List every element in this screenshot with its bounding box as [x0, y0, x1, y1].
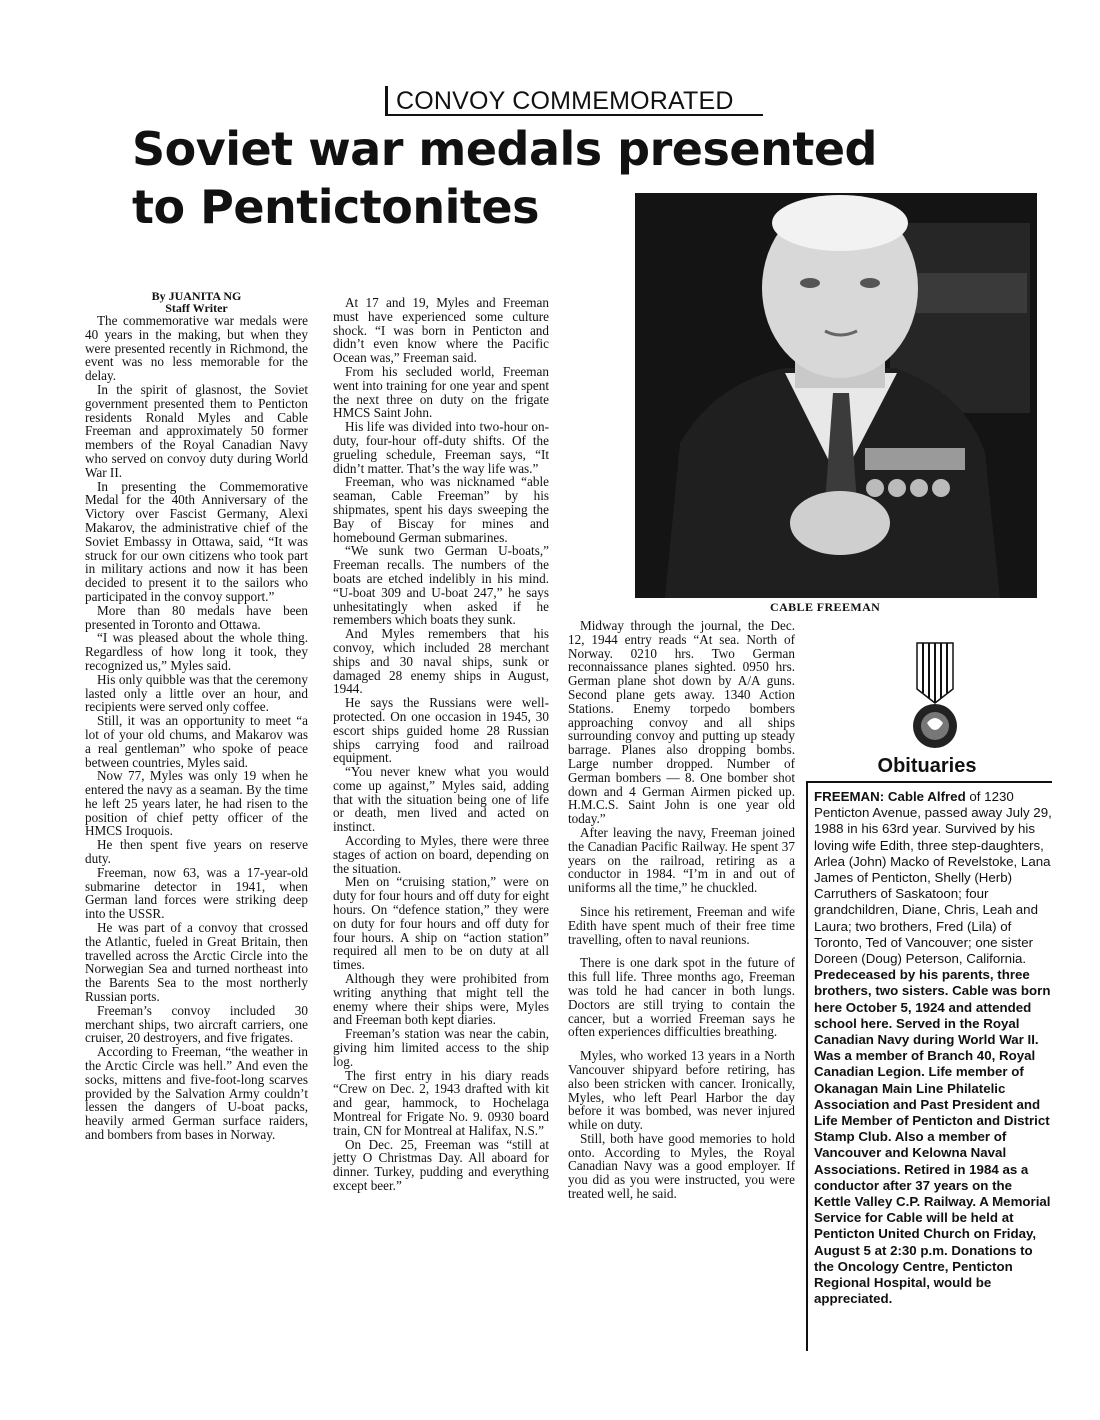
paragraph: Freeman’s station was near the cabin, giving him limited access to the ship log. — [333, 1026, 549, 1069]
article-column-1 — [85, 289, 308, 1326]
paragraph: He was part of a convoy that crossed the Atlantic, fueled in Great Britain, then travelled across the Arctic Circle into the Norwegian Sea and turned northeast into the Barents Sea to the most northerly Russian ports. — [85, 920, 308, 1005]
paragraph: More than 80 medals have been presented in Toronto and Ottawa. — [85, 602, 308, 632]
article-column-2 — [333, 296, 549, 1330]
byline-author: By JUANITA NG — [151, 289, 242, 303]
photo-caption: CABLE FREEMAN — [770, 600, 881, 614]
obituary-biography-text: Predeceased by his parents, three brothers, two sisters. Cable was born here October 5, 1924 and attended school here. Served in the Royal Canadian Navy during World War II. Was a member of Branch 40, Royal Canadian Legion. Life member of Okanagan Main Line Philatelic Association and Past President and Life Member of Penticton and District Stamp Club. Also a member of Vancouver and Kelowna Naval Associations. Retired in 1984 as a conductor after 37 years on the Kettle Valley C.P. Railway. A Memorial Service for Cable will be held at Penticton United Church on Friday, August 5 at 2:30 p.m. Donations to the Oncology Centre, Penticton Regional Hospital, would be appreciated. — [814, 967, 1051, 1307]
section-kicker: CONVOY COMMEMORATED — [385, 86, 763, 116]
paragraph: Still, it was an opportunity to meet “a lot of your old chums, and Makarov was a real gentleman” who spoke of peace between countries, Myles said. — [85, 713, 308, 770]
paragraph: According to Myles, there were three stages of action on board, depending on the situation. — [333, 833, 549, 876]
paragraph: In presenting the Commemorative Medal for the 40th Anniversary of the Victory over Fascist Germany, Alexi Makarov, the administrative chief of the Soviet Embassy in Ottawa, said, “It was struck for our own citizens who took part in military actions and now it has been decided to present it to the sailors who participated in the convoy support.” — [85, 478, 308, 604]
headline-line-2: to Pentictonites — [132, 180, 539, 234]
paragraph: He says the Russians were well-protected. On one occasion in 1945, 30 escort ships guided home 28 Russian ships carrying food and railroad equipment. — [333, 695, 549, 766]
paragraph: “You never knew what you would come up against,” Myles said, adding that with the situation being one of life or death, men lived and acted on instinct. — [333, 764, 549, 835]
byline — [85, 290, 308, 314]
paragraph: Myles, who worked 13 years in a North Vancouver shipyard before retiring, has also been stricken with cancer. Ironically, Myles, who left Pearl Harbor the day before it was bombed, was never injured while on duty. — [568, 1048, 795, 1133]
obituary-text — [814, 789, 1052, 1308]
paragraph: Freeman, now 63, was a 17-year-old submarine detector in 1941, when German land forces were striking deep into the USSR. — [85, 864, 308, 922]
paragraph: Men on “cruising station,” were on duty for four hours and off duty for eight hours. On “defence station,” they were on duty for four hours and off duty for four hours. A ship on “action station” required all men to be on duty at all times. — [333, 874, 549, 973]
paragraph: Freeman, who was nicknamed “able seaman, Cable Freeman” by his shipmates, spent his days sweeping the Bay of Biscay for mines and homebound German submarines. — [333, 474, 549, 545]
paragraph: There is one dark spot in the future of this full life. Three months ago, Freeman was told he had cancer in both lungs. Doctors are still trying to contain the cancer, but a worried Freeman says he often experiences difficulties breathing. — [568, 955, 795, 1040]
paragraph: His only quibble was that the ceremony lasted only a little over an hour, and recipients were served only coffee. — [85, 671, 308, 715]
paragraph: From his secluded world, Freeman went into training for one year and spent the next three on duty on the frigate HMCS Saint John. — [333, 363, 549, 421]
byline-role: Staff Writer — [165, 301, 228, 315]
paragraph: Midway through the journal, the Dec. 12, 1944 entry reads “At sea. North of Norway. 0210 hrs. Two German reconnaissance planes sighted. 0950 hrs. German plane shot down by A/A guns. Second plane gets away. 1340 Action Stations. Enemy torpedo bombers approaching convoy and all ships surrounding convoy and putting up steady barrage. Planes also dropping bombs. Large number dropped. Number of German bombers — 8. One bomber shot down and 4 German Airmen picked up. H.M.C.S. Saint John is one year old today.” — [568, 618, 795, 827]
article-column-3 — [568, 619, 795, 1329]
paragraph: And Myles remembers that his convoy, which included 28 merchant ships and 30 naval ships, sunk or damaged 28 enemy ships in August, 1944. — [333, 626, 549, 697]
paragraph: Since his retirement, Freeman and wife Edith have spent much of their free time travelling, often to naval reunions. — [568, 903, 795, 947]
paragraph: The commemorative war medals were 40 years in the making, but when they were presented recently in Richmond, the event was no less memorable for the delay. — [85, 313, 308, 384]
medal-icon — [905, 641, 965, 751]
obituary-notice — [806, 781, 1052, 1351]
paragraph: Now 77, Myles was only 19 when he entered the navy as a seaman. By the time he left 25 years later, he had risen to the position of chief petty officer of the HMCS Iroquois. — [85, 768, 308, 839]
paragraph: He then spent five years on reserve duty. — [85, 837, 308, 867]
obituaries-heading: Obituaries — [877, 755, 977, 777]
paragraph: Freeman’s convoy included 30 merchant ships, two aircraft carriers, one cruiser, 20 destroyers, and five frigates. — [85, 1002, 308, 1046]
paragraph: Although they were prohibited from writing anything that might tell the enemy where their ships were, Myles and Freeman both kept diaries. — [333, 971, 549, 1028]
paragraph: On Dec. 25, Freeman was “still at jetty O Christmas Day. All aboard for dinner. Turkey, pudding and everything except beer.” — [333, 1136, 549, 1193]
paragraph: At 17 and 19, Myles and Freeman must have experienced some culture shock. “I was born in Penticton and didn’t even know where the Pacific Ocean was,” Freeman said. — [333, 295, 549, 366]
cable-freeman-photo — [635, 193, 1037, 598]
paragraph: After leaving the navy, Freeman joined the Canadian Pacific Railway. He spent 37 years on the railroad, retiring as a conductor in 1984. “I’m in and out of uniforms all the time,” he chuckled. — [568, 824, 795, 896]
obituary-name: FREEMAN: Cable Alfred — [814, 789, 966, 804]
paragraph: The first entry in his diary reads “Crew on Dec. 2, 1943 drafted with kit and gear, hammock, to Hochelaga Montreal for Frigate No. 9. 0930 board train, CN for Montreal at Halifax, N.S.” — [333, 1067, 549, 1138]
paragraph: “I was pleased about the whole thing. Regardless of how long it took, they recognized us,” Myles said. — [85, 630, 308, 673]
obituary-family-text: of 1230 Penticton Avenue, passed away July 29, 1988 in his 63rd year. Survived by his loving wife Edith, three step-daughters, Arlea (John) Macko of Revelstoke, Lana James of Penticton, Shelly (Herb) Carruthers of Saskatoon; four grandchildren, Diane, Chris, Leah and Laura; two brothers, Fred (Lila) of Toronto, Ted of Vancouver; one sister Doreen (Doug) Peterson, California. — [814, 789, 1052, 967]
portrait-illustration — [635, 193, 1037, 598]
paragraph: His life was divided into two-hour on-duty, four-hour off-duty shifts. Of the grueling schedule, Freeman says, “It didn’t matter. That’s the way life was.” — [333, 419, 549, 476]
paragraph: According to Freeman, “the weather in the Arctic Circle was hell.” And even the socks, mittens and five-foot-long scarves provided by the Salvation Army couldn’t lessen the dangers of U-boat packs, heavily armed German surface raiders, and bombers from bases in Norway. — [85, 1044, 308, 1143]
paragraph: “We sunk two German U-boats,” Freeman recalls. The numbers of the boats are etched indelibly in his mind. “U-boat 309 and U-boat 247,” he says unhesitatingly when asked if he remembers which boats they sunk. — [333, 543, 549, 628]
paragraph: In the spirit of glasnost, the Soviet government presented them to Penticton residents Ronald Myles and Cable Freeman and approximately 50 former members of the Royal Canadian Navy who served on convoy duty during World War II. — [85, 381, 308, 480]
headline-line-1: Soviet war medals presented — [132, 122, 877, 176]
paragraph: Still, both have good memories to hold onto. According to Myles, the Royal Canadian Navy was a good employer. If you did as you were instructed, you were treated well, he said. — [568, 1130, 795, 1202]
